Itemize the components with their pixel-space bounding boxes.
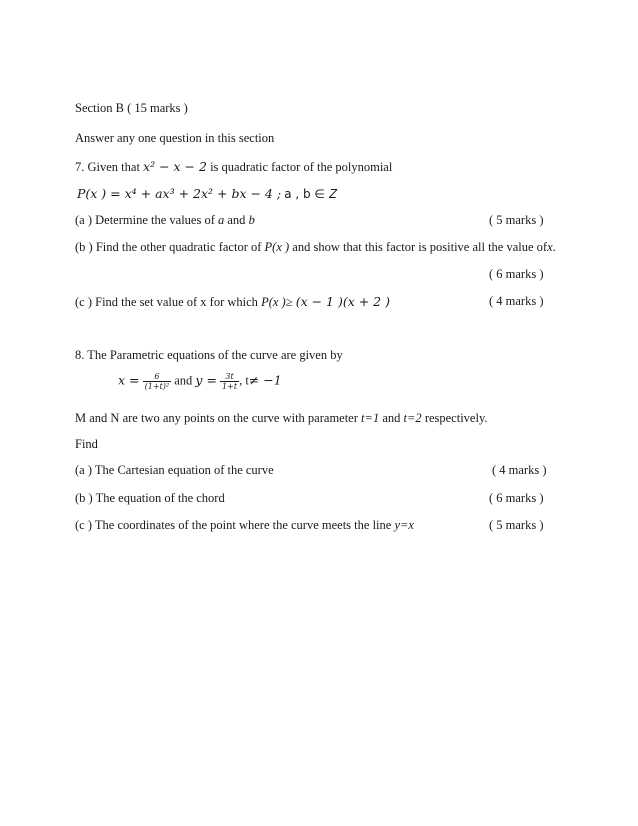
- instruction: Answer any one question in this section: [75, 131, 275, 145]
- q7b-text-post: and show that this factor is positive all the value of: [292, 240, 548, 254]
- q8-part-b: (b ) The equation of the chord: [75, 491, 225, 505]
- q8-frac2: [220, 372, 239, 391]
- section-title: Section B ( 15 marks ): [75, 101, 188, 115]
- q8-cond-expr: ≠ −1: [248, 372, 282, 388]
- q7-part-b: [75, 240, 556, 255]
- q7-part-a-marks: ( 5 marks ): [489, 213, 544, 227]
- q8-param2: t=2: [403, 411, 422, 425]
- q7-polynomial-expr: 𝑃(𝑥 ) = 𝑥⁴ + 𝑎𝑥³ + 2𝑥² + 𝑏𝑥 − 4 ;: [77, 186, 282, 201]
- q7-factor-expr: 𝑥² − 𝑥 − 2: [143, 159, 207, 174]
- q8-frac1-den: (1+𝑡)²: [144, 382, 170, 391]
- q8-mn-text: [75, 411, 488, 426]
- q7-part-a: [75, 213, 255, 228]
- q7-constraint: a , b ∈ 𝑍: [284, 187, 337, 201]
- q7b-func: P(x ): [264, 240, 290, 254]
- q8-part-a: (a ) The Cartesian equation of the curve: [75, 463, 274, 477]
- q7-part-c: [75, 294, 390, 310]
- q8-cond-sep: , t: [239, 373, 249, 388]
- q8-and: and: [174, 373, 193, 388]
- q7b-var: x: [547, 240, 553, 254]
- q7-intro-pre: 7. Given that: [75, 160, 140, 174]
- q8-param1: t=1: [361, 411, 380, 425]
- q7c-expr: (𝑥 − 1 )(𝑥 + 2 ): [295, 294, 390, 309]
- q7c-func: P(x )≥: [261, 295, 293, 309]
- q8-part-b-marks: ( 6 marks ): [489, 491, 544, 505]
- q7a-and: and: [227, 213, 246, 227]
- q7a-text: (a ) Determine the values of: [75, 213, 215, 227]
- q8-mn-desc: M and N are two any points on the curve with parameter: [75, 411, 358, 425]
- q7b-end: .: [552, 240, 556, 254]
- q8-frac2-den: 1+𝑡: [222, 382, 238, 391]
- q8c-text: (c ) The coordinates of the point where the curve meets the line: [75, 518, 392, 532]
- q7-part-c-marks: ( 4 marks ): [489, 294, 544, 308]
- q8-eq-x-lhs: 𝑥 =: [118, 372, 140, 388]
- q8-eq-y-lhs: 𝑦 =: [195, 372, 217, 388]
- q7c-text: (c ) Find the set value of x for which: [75, 295, 258, 309]
- q7b-text-pre: (b ) Find the other quadratic factor of: [75, 240, 262, 254]
- q8c-line: y=x: [394, 518, 414, 532]
- q7-part-b-marks: ( 6 marks ): [489, 267, 544, 281]
- q8-intro: 8. The Parametric equations of the curve are given by: [75, 348, 343, 362]
- q8-part-c-marks: ( 5 marks ): [489, 518, 544, 532]
- q7-intro: [75, 159, 392, 175]
- q8-and2: and: [382, 411, 401, 425]
- q7a-var-b: b: [248, 213, 255, 227]
- q8-part-c: [75, 518, 414, 533]
- q8-frac1-num: 6: [143, 372, 171, 382]
- q7-intro-post: is quadratic factor of the polynomial: [210, 160, 393, 174]
- q8-frac1: [143, 372, 171, 391]
- q7-polynomial: [77, 186, 336, 202]
- q8-resp: respectively.: [424, 411, 488, 425]
- q8-frac2-num: 3𝑡: [220, 372, 239, 382]
- q8-find: Find: [75, 437, 98, 451]
- q7a-var-a: a: [218, 213, 225, 227]
- q8-equations: [118, 372, 282, 391]
- q8-part-a-marks: ( 4 marks ): [492, 463, 547, 477]
